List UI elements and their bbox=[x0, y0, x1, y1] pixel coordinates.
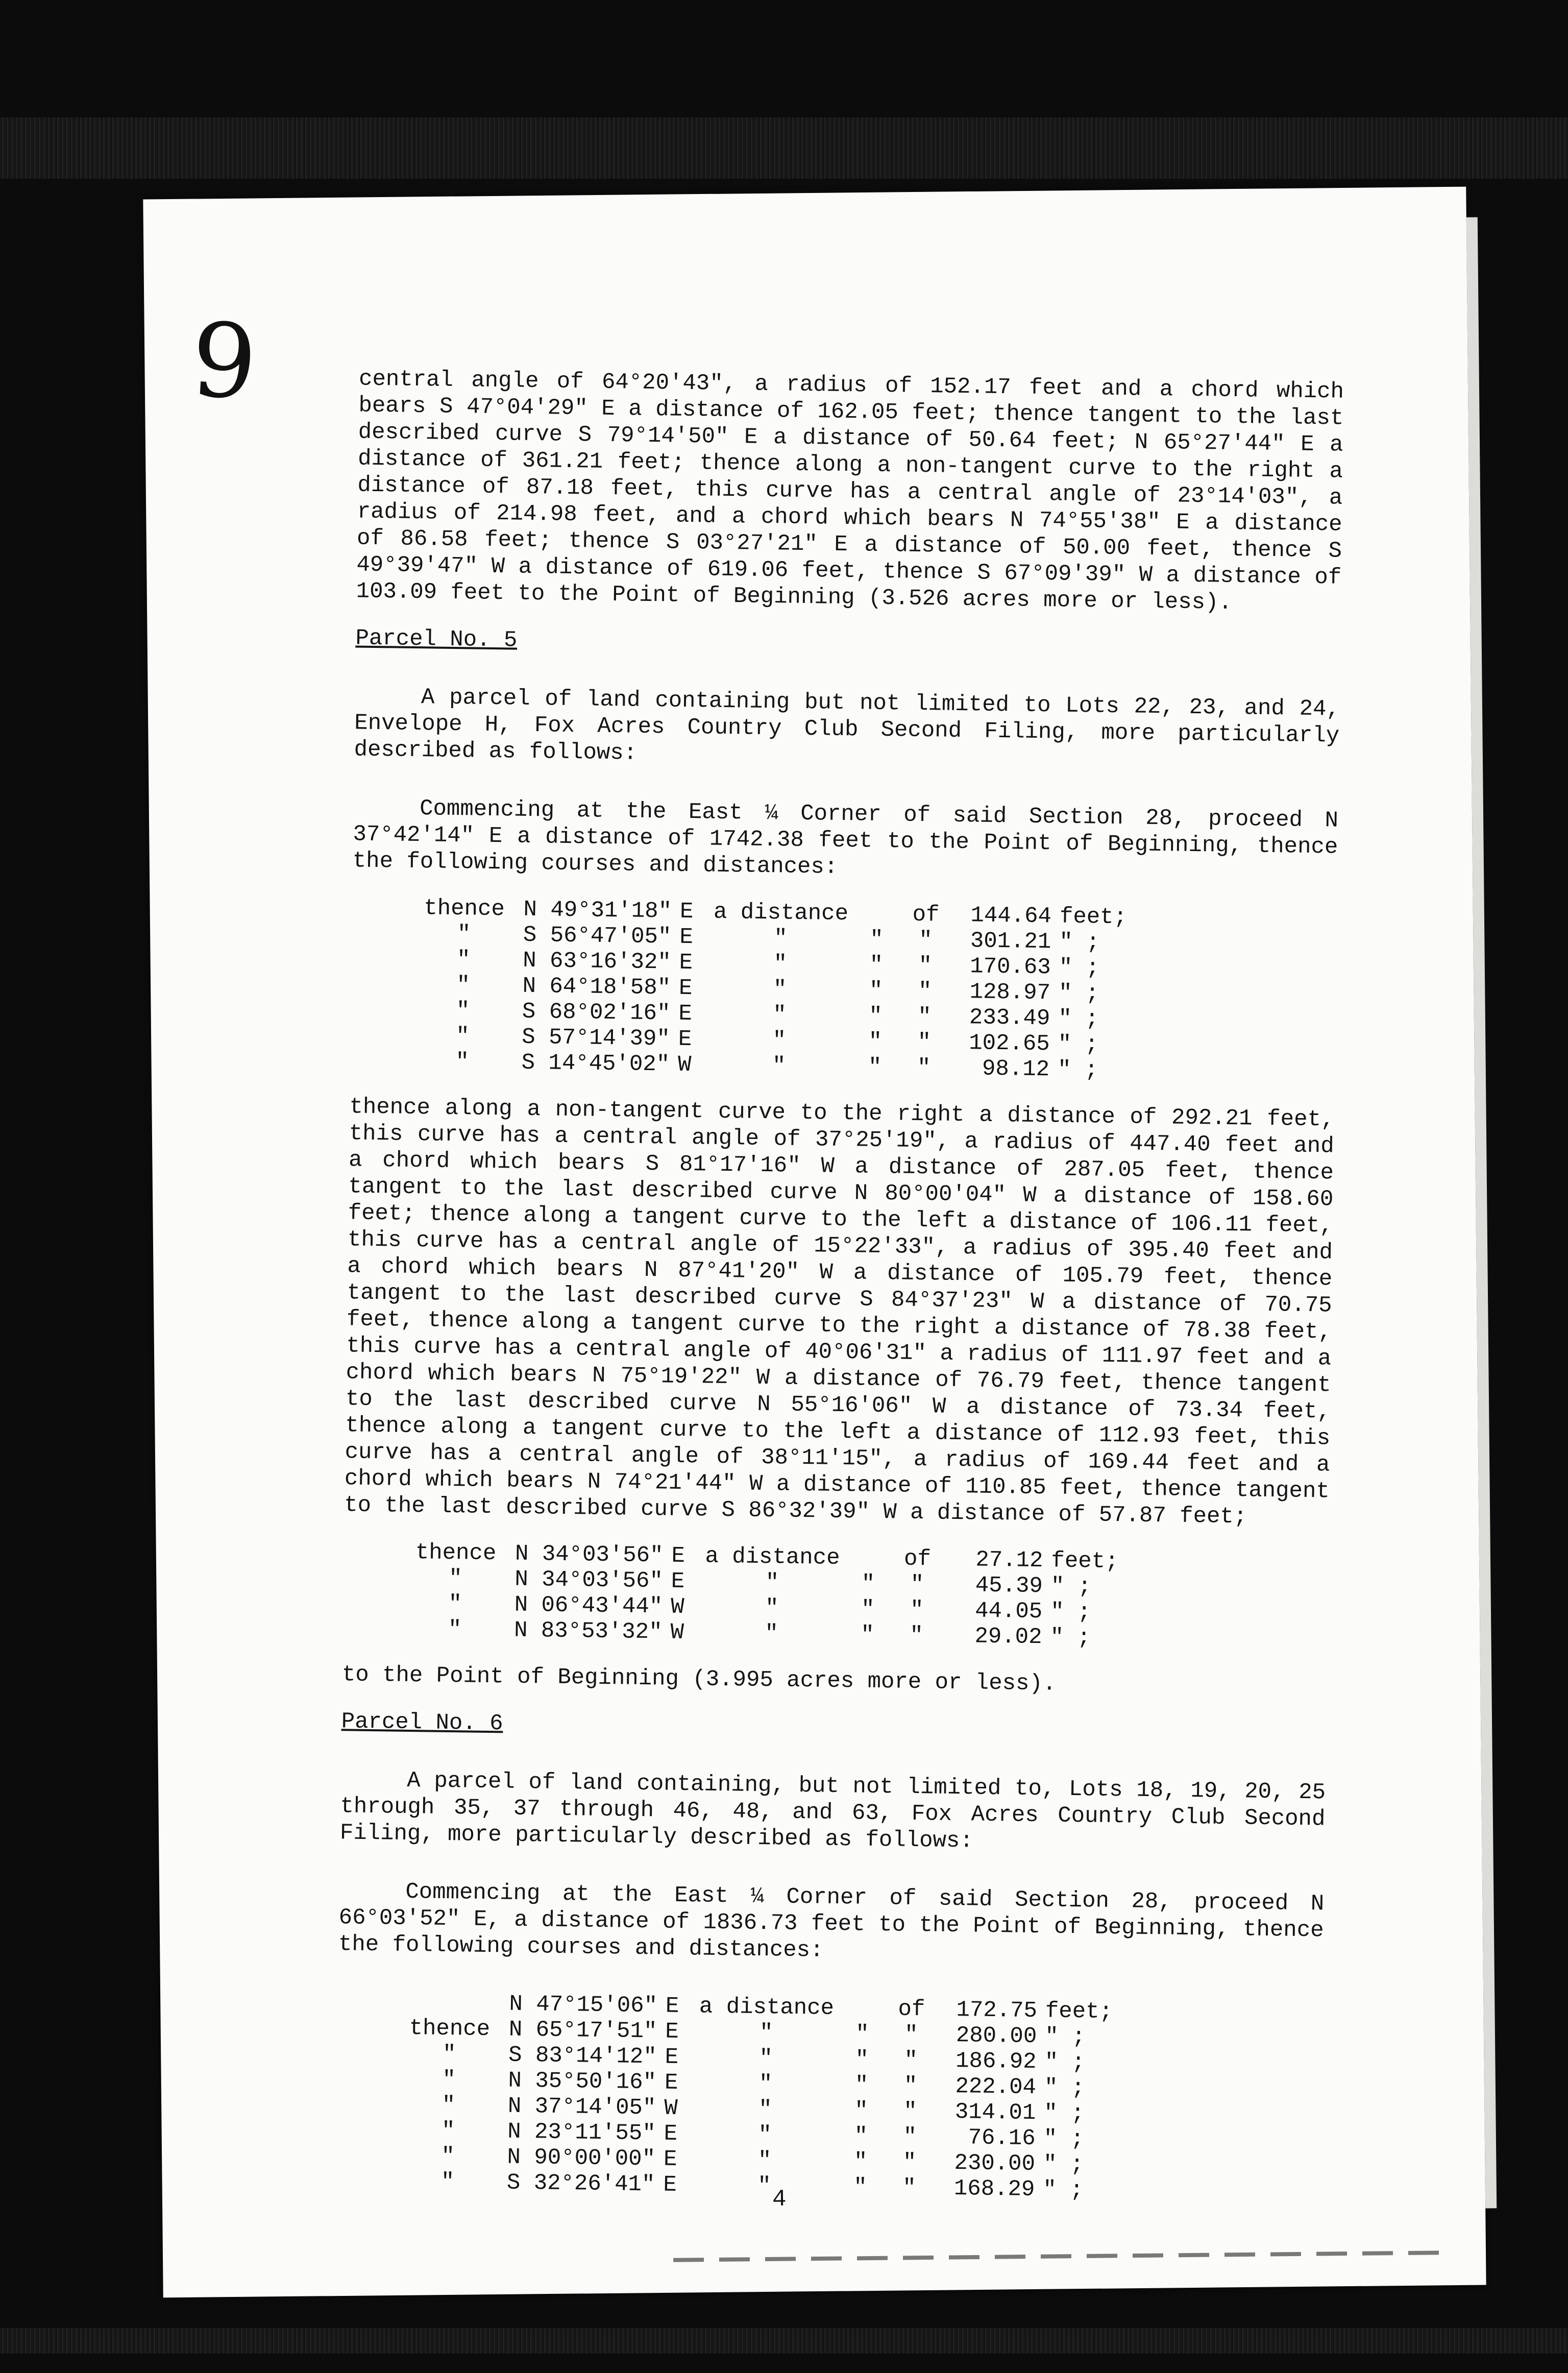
course-prefix: " bbox=[440, 2169, 455, 2195]
course-unit: " ; bbox=[1050, 1625, 1091, 1651]
course-dir: E bbox=[679, 924, 694, 951]
course-of: " bbox=[910, 1597, 924, 1624]
course-prefix: thence bbox=[424, 895, 505, 923]
course-of: " bbox=[902, 2149, 917, 2176]
course-bearing: N 34°03'56" bbox=[514, 1566, 664, 1594]
course-dir: E bbox=[663, 2146, 677, 2172]
course-d1: " bbox=[757, 2173, 771, 2199]
parcel-5-commencing: Commencing at the East ¼ Corner of said Section 28, proceed N 37°42'14" E a distance of 1742.38 feet to the Point of Beginning, thence the following courses and distances: bbox=[352, 796, 1339, 880]
parcel-6-description: A parcel of land containing, but not limited to, Lots 18, 19, 20, 25 through 35, 37 through 46, 48, and 63, Fox Acres Country Club Second Filing, more particularly described as follows: bbox=[339, 1767, 1326, 1854]
parcel-6-courses-table bbox=[397, 1990, 1125, 2204]
document-body bbox=[335, 366, 1344, 2206]
page-number: 4 bbox=[772, 2186, 787, 2213]
course-unit: feet; bbox=[1059, 904, 1128, 931]
course-d1: " bbox=[773, 926, 788, 952]
course-dir: E bbox=[678, 975, 693, 1002]
course-unit: " ; bbox=[1044, 2024, 1086, 2050]
course-of: " bbox=[918, 978, 932, 1005]
parcel-5-curve-paragraph: thence along a non-tangent curve to the right a distance of 292.21 feet, this curve has a central angle of 37°25'19", a radius of 447.40 feet and a chord which bears S 81°17'16" W a distance of 287.05 feet, thence tangent to the last described curve N 80°00'04" W a distance of 158.60 feet; thence along a tangent curve to the left a distance of 106.11 feet, this curve has a central angle of 15°22'33", a radius of 395.40 feet and a chord which bears N 87°41'20" W a distance of 105.79 feet, thence tangent to the last described curve S 84°37'23" W a distance of 70.75 feet, thence along a tangent curve to the right a distance of 78.38 feet, this curve has a central angle of 40°06'31" a radius of 111.97 feet and a chord which bears N 75°19'22" W a distance of 76.79 feet, thence tangent to the last described curve N 55°16'06" W a distance of 73.34 feet, thence along a tangent curve to the left a distance of 112.93 feet, this curve has a central angle of 38°11'15", a radius of 169.44 feet and a chord which bears N 74°21'44" W a distance of 110.85 feet, thence tangent to the last described curve S 86°32'39" W a distance of 57.87 feet; bbox=[344, 1094, 1335, 1530]
course-dir: E bbox=[665, 2019, 679, 2045]
parcel-6-heading: Parcel No. 6 bbox=[341, 1709, 503, 1737]
course-prefix: " bbox=[441, 2118, 455, 2144]
course-d1: " bbox=[772, 1053, 786, 1079]
course-d1: a distance bbox=[713, 899, 849, 927]
intro-paragraph: central angle of 64°20'43", a radius of 152.17 feet and a chord which bears S 47°04'29" E a distance of 162.05 feet; thence tangent to the last described curve S 79°14'50" E a distance of 50.64 feet; N 65°27'44" E a distance of 361.21 feet; thence along a non-tangent curve to the right a distance of 87.18 feet, this curve has a central angle of 23°14'03", a radius of 214.98 feet, and a chord which bears N 74°55'38" E a distance of 86.58 feet; thence S 03°27'21" E a distance of 50.00 feet, thence S 49°39'47" W a distance of 619.06 feet, thence S 67°09'39" W a distance of 103.09 feet to the Point of Beginning (3.526 acres more or less). bbox=[356, 366, 1344, 616]
course-unit: feet; bbox=[1051, 1548, 1119, 1575]
course-unit: " ; bbox=[1043, 2100, 1085, 2127]
course-dist: 314.01 bbox=[954, 2099, 1036, 2126]
course-d1: " bbox=[758, 2122, 772, 2148]
course-bearing: S 32°26'41" bbox=[506, 2170, 655, 2198]
course-d1: a distance bbox=[699, 1994, 835, 2021]
course-d1: " bbox=[765, 1595, 779, 1621]
course-of: of bbox=[912, 902, 940, 928]
course-d1: " bbox=[759, 2020, 773, 2046]
course-bearing: N 37°14'05" bbox=[507, 2093, 656, 2121]
course-unit: " ; bbox=[1058, 980, 1099, 1007]
course-prefix: " bbox=[455, 1049, 470, 1075]
course-prefix: " bbox=[457, 922, 471, 948]
course-unit: " ; bbox=[1059, 955, 1100, 981]
course-dist: 170.63 bbox=[969, 954, 1051, 981]
course-prefix: " bbox=[442, 2092, 456, 2119]
course-prefix: " bbox=[456, 973, 471, 999]
page-edge bbox=[1466, 217, 1497, 2208]
course-dir: E bbox=[679, 899, 694, 925]
parcel-5-courses-table-b bbox=[404, 1540, 1131, 1652]
course-unit: " ; bbox=[1057, 1057, 1098, 1083]
course-unit: " ; bbox=[1058, 1031, 1099, 1058]
course-unit: " ; bbox=[1050, 1599, 1091, 1626]
course-d2: " bbox=[855, 2021, 869, 2047]
course-of: " bbox=[903, 2073, 918, 2099]
course-d2: " bbox=[868, 1003, 883, 1030]
course-d2: " bbox=[855, 2047, 869, 2073]
course-d1: " bbox=[757, 2148, 772, 2174]
course-d2: " bbox=[861, 1596, 875, 1623]
course-prefix: " bbox=[442, 2067, 456, 2093]
course-bearing: N 49°31'18" bbox=[523, 897, 672, 925]
course-d2 bbox=[848, 1545, 897, 1571]
scan-artifact-line bbox=[673, 2250, 1439, 2262]
course-d2: " bbox=[869, 952, 884, 979]
course-dir: W bbox=[664, 2095, 678, 2121]
course-d2: " bbox=[854, 2123, 868, 2149]
course-dir: E bbox=[671, 1543, 685, 1569]
parcel-6-commencing: Commencing at the East ¼ Corner of said Section 28, proceed N 66°03'52" E, a distance of 1836.73 feet to the Point of Beginning, thence the following courses and distances: bbox=[338, 1879, 1325, 1964]
course-d1: " bbox=[773, 951, 788, 977]
course-dir: W bbox=[670, 1594, 684, 1620]
course-unit: " ; bbox=[1043, 2151, 1084, 2178]
course-d1: " bbox=[772, 1028, 787, 1054]
course-d1: " bbox=[772, 1002, 787, 1028]
document-page bbox=[143, 187, 1486, 2298]
course-bearing: N 34°03'56" bbox=[514, 1541, 664, 1569]
course-prefix: " bbox=[448, 1616, 462, 1643]
course-dist: 280.00 bbox=[955, 2023, 1037, 2050]
course-prefix: " bbox=[441, 2143, 455, 2170]
course-d2: " bbox=[854, 2098, 868, 2124]
course-unit: " ; bbox=[1043, 2126, 1085, 2152]
course-d2: " bbox=[868, 1054, 882, 1081]
course-d1: " bbox=[758, 2097, 772, 2123]
course-of: " bbox=[917, 1055, 931, 1081]
course-dist: 233.49 bbox=[969, 1005, 1050, 1032]
course-bearing: S 14°45'02" bbox=[521, 1050, 670, 1078]
course-dir: E bbox=[665, 2044, 679, 2070]
course-of: " bbox=[910, 1571, 924, 1598]
parcel-5-closing: to the Point of Beginning (3.995 acres more or less). bbox=[341, 1662, 1057, 1697]
course-d1: " bbox=[759, 2046, 773, 2072]
course-dist: 144.64 bbox=[970, 903, 1052, 930]
course-dist: 301.21 bbox=[970, 928, 1051, 955]
course-dist: 128.97 bbox=[969, 979, 1051, 1006]
course-dist: 168.29 bbox=[953, 2176, 1035, 2203]
course-bearing: N 63°16'32" bbox=[522, 948, 672, 976]
course-of: of bbox=[898, 1996, 925, 2023]
course-dist: 172.75 bbox=[956, 1997, 1038, 2024]
course-d2: " bbox=[868, 1029, 883, 1055]
scan-bottom-border bbox=[0, 2328, 1568, 2354]
course-prefix: " bbox=[456, 947, 471, 973]
course-d2 bbox=[856, 901, 906, 927]
course-dir: E bbox=[671, 1568, 685, 1595]
handwritten-page-number: 9 bbox=[188, 300, 260, 423]
course-of: " bbox=[904, 2022, 918, 2048]
course-dir: E bbox=[679, 950, 693, 976]
course-bearing: S 68°02'16" bbox=[522, 999, 671, 1027]
course-bearing: N 35°50'16" bbox=[508, 2068, 657, 2096]
course-bearing: N 83°53'32" bbox=[513, 1617, 663, 1645]
course-dir: E bbox=[664, 2070, 678, 2096]
course-prefix bbox=[399, 1990, 509, 2017]
course-d1: a distance bbox=[705, 1543, 840, 1571]
course-prefix: thence bbox=[415, 1540, 497, 1567]
course-bearing: N 23°11'55" bbox=[507, 2119, 656, 2147]
course-d2 bbox=[842, 1996, 892, 2022]
course-of: " bbox=[903, 2098, 917, 2125]
course-unit: " ; bbox=[1050, 1573, 1092, 1600]
parcel-5-description: A parcel of land containing but not limited to Lots 22, 23, and 24, Envelope H, Fox Acres Country Club Second Filing, more particularly described as follows: bbox=[354, 685, 1340, 766]
course-dist: 76.16 bbox=[968, 2125, 1036, 2152]
course-prefix: " bbox=[455, 1024, 470, 1050]
course-d1: " bbox=[773, 977, 787, 1003]
course-prefix: " bbox=[442, 2041, 456, 2068]
course-dist: 98.12 bbox=[982, 1056, 1050, 1083]
course-d1: " bbox=[758, 2071, 773, 2097]
course-dist: 230.00 bbox=[954, 2150, 1036, 2177]
course-dist: 222.04 bbox=[955, 2074, 1037, 2101]
course-unit: " ; bbox=[1059, 929, 1100, 956]
course-prefix: thence bbox=[409, 2016, 491, 2043]
course-of: " bbox=[904, 2047, 918, 2074]
course-of: " bbox=[918, 927, 933, 954]
parcel-5-heading: Parcel No. 5 bbox=[355, 625, 518, 653]
course-dir: E bbox=[664, 2121, 678, 2147]
parcel-5-courses-table-a bbox=[411, 895, 1139, 1084]
course-of: " bbox=[903, 2124, 917, 2150]
course-dist: 102.65 bbox=[968, 1030, 1050, 1057]
course-bearing: S 57°14'39" bbox=[521, 1024, 671, 1052]
course-dist: 44.05 bbox=[974, 1598, 1043, 1625]
course-bearing: S 83°14'12" bbox=[508, 2042, 657, 2070]
course-unit: " ; bbox=[1044, 2075, 1085, 2101]
course-d1: " bbox=[765, 1570, 779, 1596]
course-of: " bbox=[909, 1623, 924, 1649]
course-of: " bbox=[917, 1029, 932, 1056]
course-unit: feet; bbox=[1045, 1998, 1113, 2025]
course-unit: " ; bbox=[1043, 2177, 1084, 2204]
course-d2: " bbox=[869, 927, 884, 953]
course-prefix: " bbox=[456, 998, 470, 1024]
course-dir: W bbox=[677, 1052, 692, 1078]
course-bearing: N 64°18'58" bbox=[522, 973, 671, 1001]
course-d2: " bbox=[869, 978, 883, 1004]
course-d2: " bbox=[860, 1622, 875, 1648]
course-dist: 27.12 bbox=[975, 1547, 1043, 1574]
course-d1: " bbox=[764, 1621, 779, 1647]
scan-top-border bbox=[0, 117, 1568, 179]
course-bearing: N 90°00'00" bbox=[507, 2144, 656, 2172]
course-unit: " ; bbox=[1058, 1006, 1099, 1032]
course-dist: 29.02 bbox=[974, 1624, 1042, 1651]
course-bearing: S 56°47'05" bbox=[523, 922, 672, 950]
course-bearing: N 47°15'06" bbox=[509, 1991, 658, 2019]
course-dir: E bbox=[678, 1026, 692, 1053]
course-of: " bbox=[902, 2175, 916, 2201]
course-d2: " bbox=[854, 2072, 869, 2098]
course-bearing: N 06°43'44" bbox=[514, 1592, 663, 1620]
course-d2: " bbox=[853, 2174, 867, 2200]
course-prefix: " bbox=[448, 1591, 462, 1617]
course-unit: " ; bbox=[1044, 2049, 1086, 2076]
course-of: of bbox=[903, 1546, 932, 1572]
course-d2: " bbox=[861, 1571, 875, 1597]
course-prefix: " bbox=[448, 1565, 462, 1592]
course-dir: E bbox=[663, 2172, 677, 2198]
course-of: " bbox=[917, 1004, 932, 1030]
course-dist: 45.39 bbox=[975, 1572, 1043, 1600]
course-dir: W bbox=[670, 1619, 684, 1646]
course-dir: E bbox=[678, 1001, 693, 1027]
course-bearing: N 65°17'51" bbox=[508, 2017, 657, 2045]
course-dist: 186.92 bbox=[955, 2048, 1037, 2075]
course-dir: E bbox=[665, 1993, 679, 2019]
course-of: " bbox=[918, 953, 933, 979]
course-d2: " bbox=[853, 2149, 868, 2175]
